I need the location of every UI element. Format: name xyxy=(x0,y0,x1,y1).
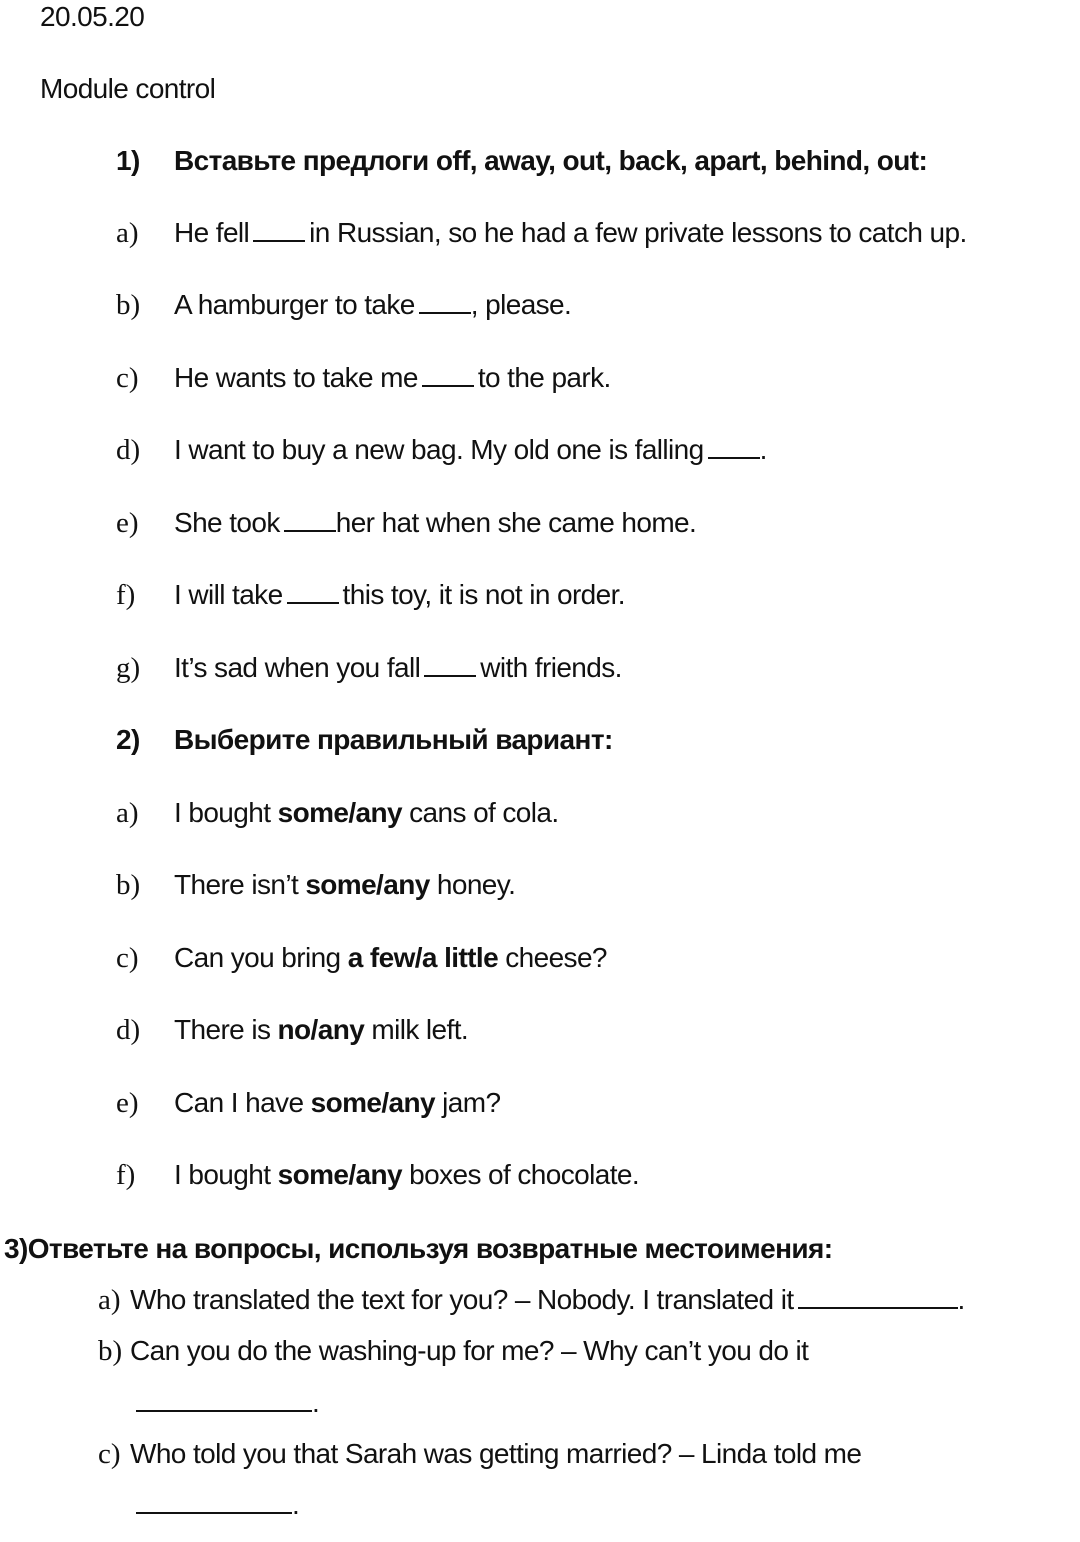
s2-item xyxy=(174,1158,639,1192)
section2-number: 2) xyxy=(116,724,140,755)
section3-heading: 3)Ответьте на вопросы, используя возвратные местоимения: xyxy=(4,1233,833,1264)
s1-item-letter: g) xyxy=(116,652,141,684)
s2-item-letter: d) xyxy=(116,1014,141,1046)
item-text-after: cans of cola. xyxy=(409,797,559,828)
s3-item-continuation xyxy=(136,1488,299,1522)
section1-number: 1) xyxy=(116,145,140,176)
choice-options: some/any xyxy=(305,869,430,900)
item-text-after: milk left. xyxy=(371,1014,469,1045)
s3-item-letter: a) xyxy=(98,1284,121,1316)
s2-item xyxy=(174,868,515,902)
s1-item xyxy=(174,578,625,612)
s3-item xyxy=(130,1283,965,1317)
s1-item-letter: c) xyxy=(116,362,139,394)
s3-item xyxy=(130,1334,808,1368)
item-text-before: She took xyxy=(174,507,280,538)
s1-item-letter: d) xyxy=(116,434,141,466)
item-text: Who translated the text for you? – Nobody. I translated it xyxy=(130,1284,794,1315)
item-text-before: I bought xyxy=(174,1159,271,1190)
s2-item xyxy=(174,1086,500,1120)
s1-item xyxy=(174,361,611,395)
section1-heading: Вставьте предлоги off, away, out, back, apart, behind, out: xyxy=(174,145,928,176)
s3-item-continuation xyxy=(136,1386,319,1420)
item-text-after: with friends. xyxy=(480,652,622,683)
choice-options: some/any xyxy=(277,797,402,828)
s2-item xyxy=(174,941,607,975)
s1-item xyxy=(174,651,622,685)
s1-item-letter: f) xyxy=(116,579,136,611)
answer-blank xyxy=(798,1285,958,1309)
item-text-before: Can you bring xyxy=(174,942,341,973)
s2-item xyxy=(174,796,559,830)
item-text-after: cheese? xyxy=(505,942,607,973)
item-text-after: this toy, it is not in order. xyxy=(342,579,625,610)
item-text-after: . xyxy=(292,1489,300,1520)
item-text-after: , please. xyxy=(470,289,572,320)
s2-item-letter: e) xyxy=(116,1087,139,1119)
item-text-before: There is xyxy=(174,1014,271,1045)
s2-item xyxy=(174,1013,468,1047)
item-text-after: . xyxy=(312,1387,320,1418)
date: 20.05.20 xyxy=(40,1,145,32)
s1-item-letter: a) xyxy=(116,217,139,249)
answer-blank xyxy=(253,218,305,242)
item-text-before: I bought xyxy=(174,797,271,828)
item-text-before: A hamburger to take xyxy=(174,289,415,320)
s1-item-letter: e) xyxy=(116,507,139,539)
answer-blank xyxy=(424,653,476,677)
item-text-before: He fell xyxy=(174,217,250,248)
page-title: Module control xyxy=(40,73,216,104)
s1-item-letter: b) xyxy=(116,289,141,321)
item-text-after: honey. xyxy=(436,869,516,900)
s1-item xyxy=(174,506,696,540)
s1-item xyxy=(174,433,767,467)
choice-options: a few/a little xyxy=(347,942,499,973)
answer-blank xyxy=(287,580,339,604)
answer-blank xyxy=(136,1388,312,1412)
item-text-before: It’s sad when you fall xyxy=(174,652,421,683)
s3-item-letter: c) xyxy=(98,1438,121,1470)
choice-options: some/any xyxy=(310,1087,435,1118)
item-text-after: in Russian, so he had a few private lessons to catch up. xyxy=(309,217,967,248)
choice-options: no/any xyxy=(277,1014,365,1045)
s2-item-letter: a) xyxy=(116,797,139,829)
choice-options: some/any xyxy=(277,1159,402,1190)
section2-heading: Выберите правильный вариант: xyxy=(174,724,613,755)
answer-blank xyxy=(284,508,336,532)
s1-item xyxy=(174,216,967,250)
answer-blank xyxy=(419,290,471,314)
item-text-after: boxes of chocolate. xyxy=(409,1159,640,1190)
s2-item-letter: f) xyxy=(116,1159,136,1191)
item-text-after: . xyxy=(957,1284,965,1315)
item-text-before: There isn’t xyxy=(174,869,299,900)
item-text: Can you do the washing-up for me? – Why can’t you do it xyxy=(130,1335,809,1366)
answer-blank xyxy=(136,1490,292,1514)
item-text-before: He wants to take me xyxy=(174,362,418,393)
item-text-before: I will take xyxy=(174,579,283,610)
answer-blank xyxy=(422,363,474,387)
item-text: Who told you that Sarah was getting married? – Linda told me xyxy=(130,1438,862,1469)
item-text-after: jam? xyxy=(442,1087,501,1118)
item-text-before: Can I have xyxy=(174,1087,304,1118)
item-text-after: . xyxy=(759,434,767,465)
item-text-after: her hat when she came home. xyxy=(335,507,697,538)
s3-item-letter: b) xyxy=(98,1335,123,1367)
s3-item xyxy=(130,1437,861,1471)
item-text-after: to the park. xyxy=(477,362,611,393)
s2-item-letter: c) xyxy=(116,942,139,974)
s1-item xyxy=(174,288,571,322)
answer-blank xyxy=(708,435,760,459)
s2-item-letter: b) xyxy=(116,869,141,901)
item-text-before: I want to buy a new bag. My old one is falling xyxy=(174,434,704,465)
